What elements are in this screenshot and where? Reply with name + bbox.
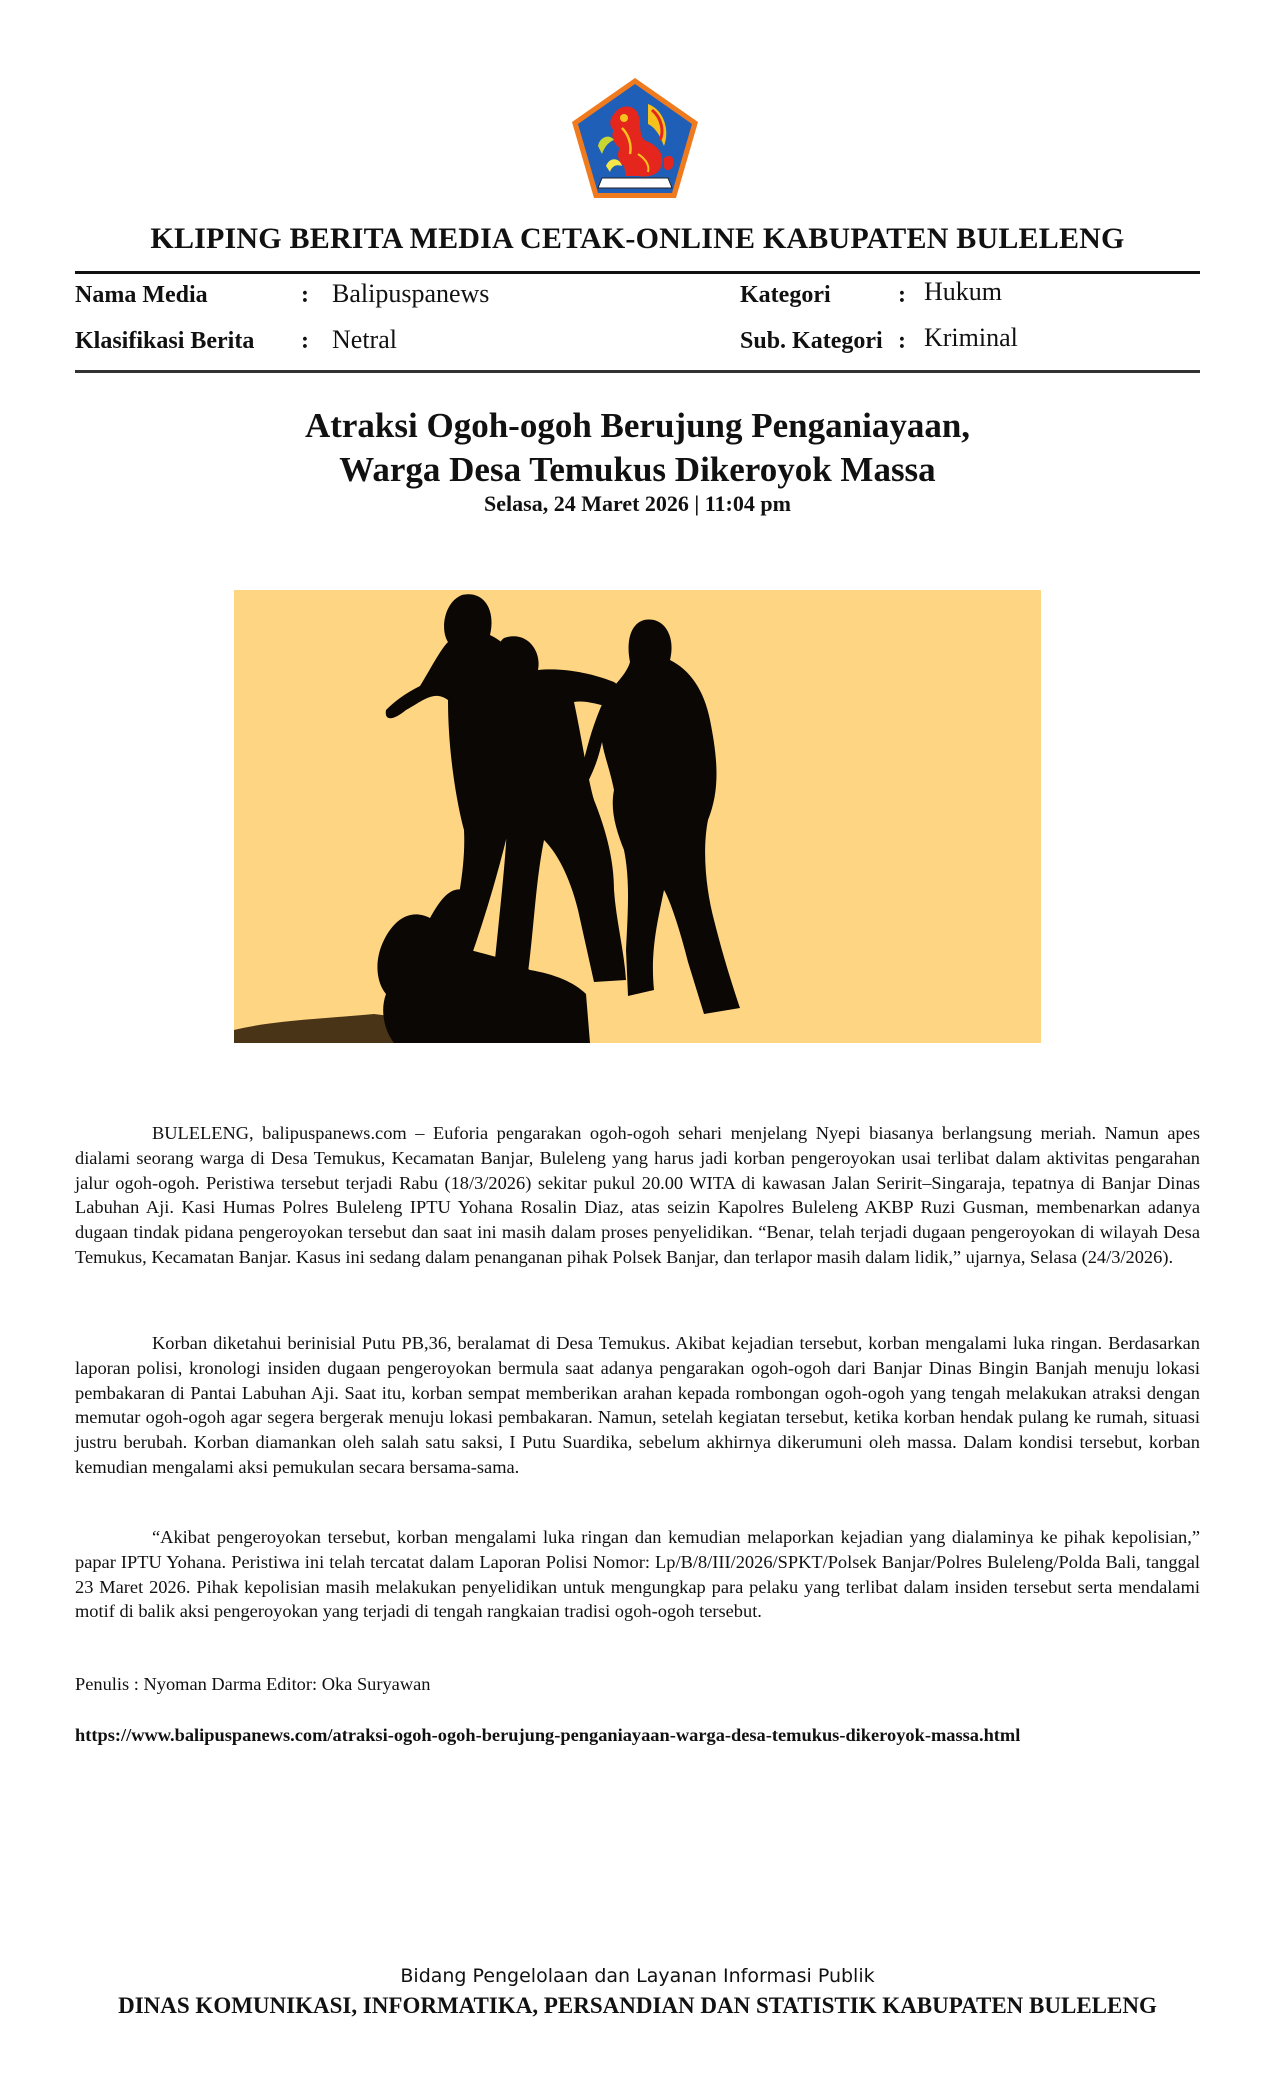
- media-name-value: Balipuspanews: [332, 279, 490, 308]
- source-url-link[interactable]: https://www.balipuspanews.com/atraksi-ogoh-ogoh-berujung-penganiayaan-warga-desa-temukus-dikeroyok-massa.html: [75, 1725, 1021, 1745]
- media-name-label: Nama Media: [75, 282, 208, 308]
- headline-line-1: Atraksi Ogoh-ogoh Berujung Penganiayaan,: [304, 406, 971, 445]
- article-photo: [234, 590, 1041, 1043]
- footer-unit-name: Bidang Pengelolaan dan Layanan Informasi Publik: [400, 1965, 875, 1987]
- category-value: Hukum: [924, 277, 1002, 306]
- header-bottom-rule: [75, 370, 1200, 373]
- header-top-rule: [75, 271, 1200, 274]
- category-separator: :: [898, 282, 906, 308]
- classification-label: Klasifikasi Berita: [75, 328, 255, 354]
- subcategory-separator: :: [898, 328, 906, 354]
- article-paragraph-2: [75, 1331, 1200, 1480]
- article-dateline: Selasa, 24 Maret 2026 | 11:04 pm: [484, 491, 791, 516]
- article-paragraph-1: [75, 1121, 1200, 1270]
- footer-department-name: DINAS KOMUNIKASI, INFORMATIKA, PERSANDIAN DAN STATISTIK KABUPATEN BULELENG: [118, 1993, 1157, 2018]
- subcategory-value: Kriminal: [924, 323, 1018, 352]
- article-paragraph-3: [75, 1525, 1200, 1624]
- article-headline: [0, 404, 1275, 492]
- lion-crest-icon: [568, 74, 702, 202]
- category-label: Kategori: [740, 282, 831, 308]
- subcategory-label: Sub. Kategori: [740, 328, 883, 354]
- media-name-separator: :: [301, 282, 309, 308]
- paragraph-text: “Akibat pengeroyokan tersebut, korban mengalami luka ringan dan kemudian melaporkan kejadian yang dialaminya ke pihak kepolisian,” papar IPTU Yohana. Peristiwa ini telah tercatat dalam Laporan Polisi Nomor: Lp/B/8/III/2026/SPKT/Polsek Banjar/Polres Buleleng/Polda Bali, tanggal 23 Maret 2026. Pihak kepolisian masih melakukan penyelidikan untuk mengungkap para pelaku yang terlibat dalam insiden tersebut serta mendalami motif di balik aksi pengeroyokan yang terjadi di tengah rangkaian tradisi ogoh-ogoh tersebut.: [75, 1527, 1200, 1622]
- buleleng-regency-logo: [568, 74, 702, 202]
- paragraph-text: Korban diketahui berinisial Putu PB,36, beralamat di Desa Temukus. Akibat kejadian tersebut, korban mengalami luka ringan. Berdasarkan laporan polisi, kronologi insiden dugaan pengeroyokan bermula saat adanya pengarakan ogoh-ogoh dari Banjar Dinas Bingin Banjah menuju lokasi pembakaran di Pantai Labuhan Aji. Saat itu, korban sempat memberikan arahan kepada rombongan ogoh-ogoh yang tengah melakukan atraksi dengan memutar ogoh-ogoh agar segera bergerak menuju lokasi pembakaran. Namun, setelah kegiatan tersebut, ketika korban hendak pulang ke rumah, situasi justru berubah. Korban diamankan oleh salah satu saksi, I Putu Suardika, sebelum akhirnya dikerumuni oleh massa. Dalam kondisi tersebut, korban kemudian mengalami aksi pemukulan secara bersama-sama.: [75, 1333, 1200, 1477]
- document-title: KLIPING BERITA MEDIA CETAK-ONLINE KABUPATEN BULELENG: [150, 222, 1125, 255]
- headline-line-2: Warga Desa Temukus Dikeroyok Massa: [339, 450, 936, 489]
- paragraph-text: BULELENG, balipuspanews.com – Euforia pengarakan ogoh-ogoh sehari menjelang Nyepi biasanya berlangsung meriah. Namun apes dialami seorang warga di Desa Temukus, Kecamatan Banjar, Buleleng yang harus jadi korban pengeroyokan usai terlibat dalam aktivitas pengarahan jalur ogoh-ogoh. Peristiwa tersebut terjadi Rabu (18/3/2026) sekitar pukul 20.00 WITA di kawasan Jalan Seririt–Singaraja, tepatnya di Banjar Dinas Labuhan Aji. Kasi Humas Polres Buleleng IPTU Yohana Rosalin Diaz, atas seizin Kapolres Buleleng AKBP Ruzi Gusman, membenarkan adanya dugaan tindak pidana pengeroyokan tersebut dan saat ini masih dalam proses penyelidikan. “Benar, telah terjadi dugaan pengeroyokan di wilayah Desa Temukus, Kecamatan Banjar. Kasus ini sedang dalam penanganan pihak Polsek Banjar, dan terlapor masih dalam lidik,” ujarnya, Selasa (24/3/2026).: [75, 1123, 1200, 1267]
- silhouette-assault-illustration-icon: [234, 590, 1041, 1043]
- classification-separator: :: [301, 328, 309, 354]
- classification-value: Netral: [332, 325, 397, 354]
- article-byline: Penulis : Nyoman Darma Editor: Oka Suryawan: [75, 1674, 431, 1694]
